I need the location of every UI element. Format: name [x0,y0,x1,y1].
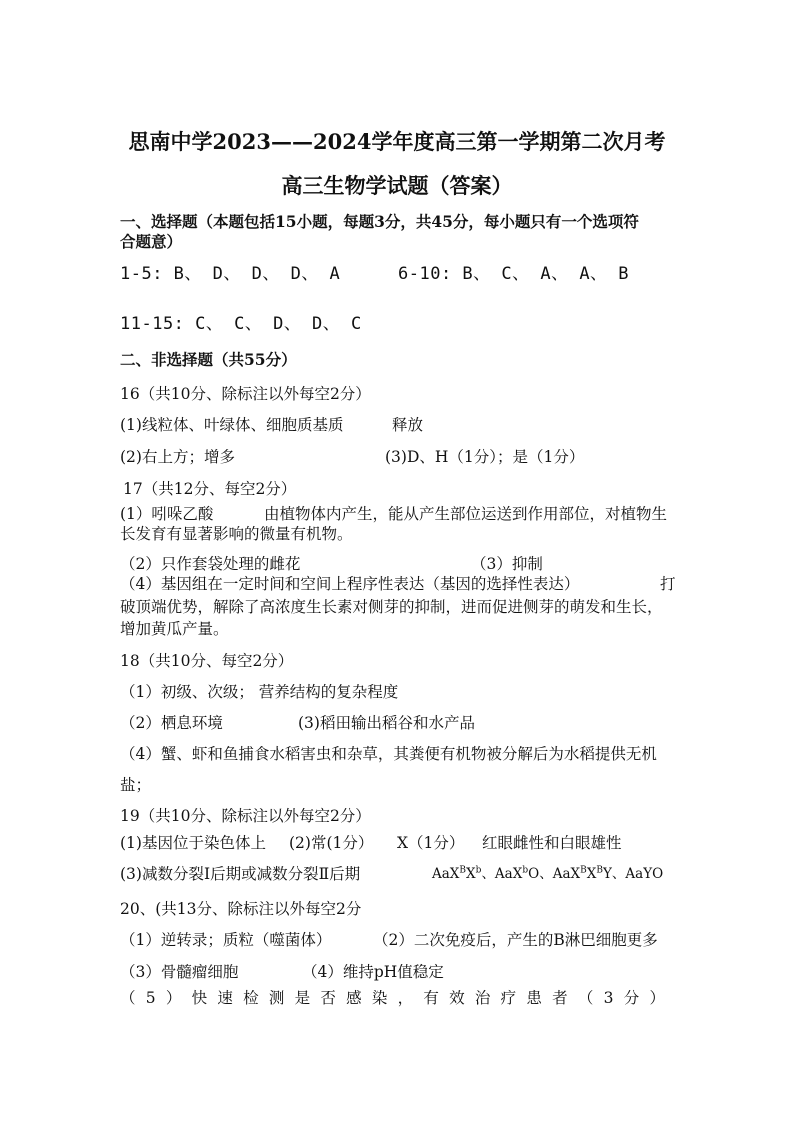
document-subtitle: 高三生物学试题（答案） [281,173,513,198]
q18-answer-4: （4）蟹、虾和鱼捕食水稻害虫和杂草，其粪便有机物被分解后为水稻提供无机 [120,745,657,763]
q17-answer-2: （2）只作套袋处理的雌花 [120,555,301,573]
document-title: 思南中学2023——2024学年度高三第一学期第二次月考 [128,129,666,154]
answers-6-10: 6-10: B、 C、 A、 A、 B [398,264,630,284]
q17-answer-1b: 由植物体内产生，能从产生部位运送到作用部位，对植物生 [264,505,668,523]
section1-heading: 一、选择题（本题包括15小题，每题3分，共45分，每小题只有一个选项符 [120,212,639,231]
q17-answer-1: (1）吲哚乙酸 [120,505,214,523]
q20-answer-1: （1）逆转录；质粒（噬菌体） [120,931,332,949]
q17-answer-3: （3）抑制 [471,555,543,573]
q19-answer-2c: 红眼雌性和白眼雄性 [482,834,622,852]
q18-header: 18（共10分、每空2分） [120,652,294,670]
q18-answer-3: (3)稻田输出稻谷和水产品 [298,714,475,732]
q17-answer-4-cont: 破顶端优势，解除了高浓度生长素对侧芽的抑制，进而促进侧芽的萌发和生长， [120,598,663,616]
q19-answer-2b: X（1分） [397,834,465,852]
q17-answer-4: （4）基因组在一定时间和空间上程序性表达（基因的选择性表达） [120,575,580,593]
q18-answer-1: （1）初级、次级； 营养结构的复杂程度 [120,683,399,701]
q19-header: 19（共10分、除标注以外每空2分） [120,807,371,825]
q17-header: 17（共12分、每空2分） [123,480,297,498]
q18-answer-4-cont: 盐； [120,776,152,794]
q19-answer-2a: (2)常(1分） [289,834,374,852]
q16-answer-1: (1)线粒体、叶绿体、细胞质基质 [120,416,344,434]
q20-answer-2: （2）二次免疫后，产生的B淋巴细胞更多 [373,931,658,949]
q19-answer-1: (1)基因位于染色体上 [120,834,266,852]
section2-heading: 二、非选择题（共55分） [120,350,297,369]
q17-answer-1-cont: 长发育有显著影响的微量有机物。 [120,525,353,543]
q16-answer-2: (2)右上方；增多 [120,448,235,466]
q20-answer-4: （4）维持pH值稳定 [302,963,444,981]
q20-answer-3: （3）骨髓瘤细胞 [120,963,239,981]
section1-heading-cont: 合题意） [120,232,183,251]
q16-header: 16（共10分、除标注以外每空2分） [120,385,371,403]
q19-answer-3: (3)减数分裂Ⅰ后期或减数分裂Ⅱ后期 [120,865,361,883]
q17-answer-4b: 打 [660,575,676,593]
q19-genotypes: $AaX^BX^b$、AaX$^b$O、$AaX^BX^BY$、AaYO [432,865,664,882]
answers-1-5: 1-5: B、 D、 D、 D、 A [120,264,341,284]
q17-answer-4-end: 增加黄瓜产量。 [120,620,229,638]
q16-answer-1b: 释放 [392,416,424,434]
answers-11-15: 11-15: C、 C、 D、 D、 C [120,314,362,334]
q16-answer-3: (3)D、H（1分）；是（1分） [385,448,585,466]
q18-answer-2: （2）栖息环境 [120,714,223,732]
q20-header: 20、(共13分、除标注以外每空2分 [120,900,362,918]
q20-answer-5: （5）快速检测是否感染，有效治疗患者（3分） [120,989,665,1007]
